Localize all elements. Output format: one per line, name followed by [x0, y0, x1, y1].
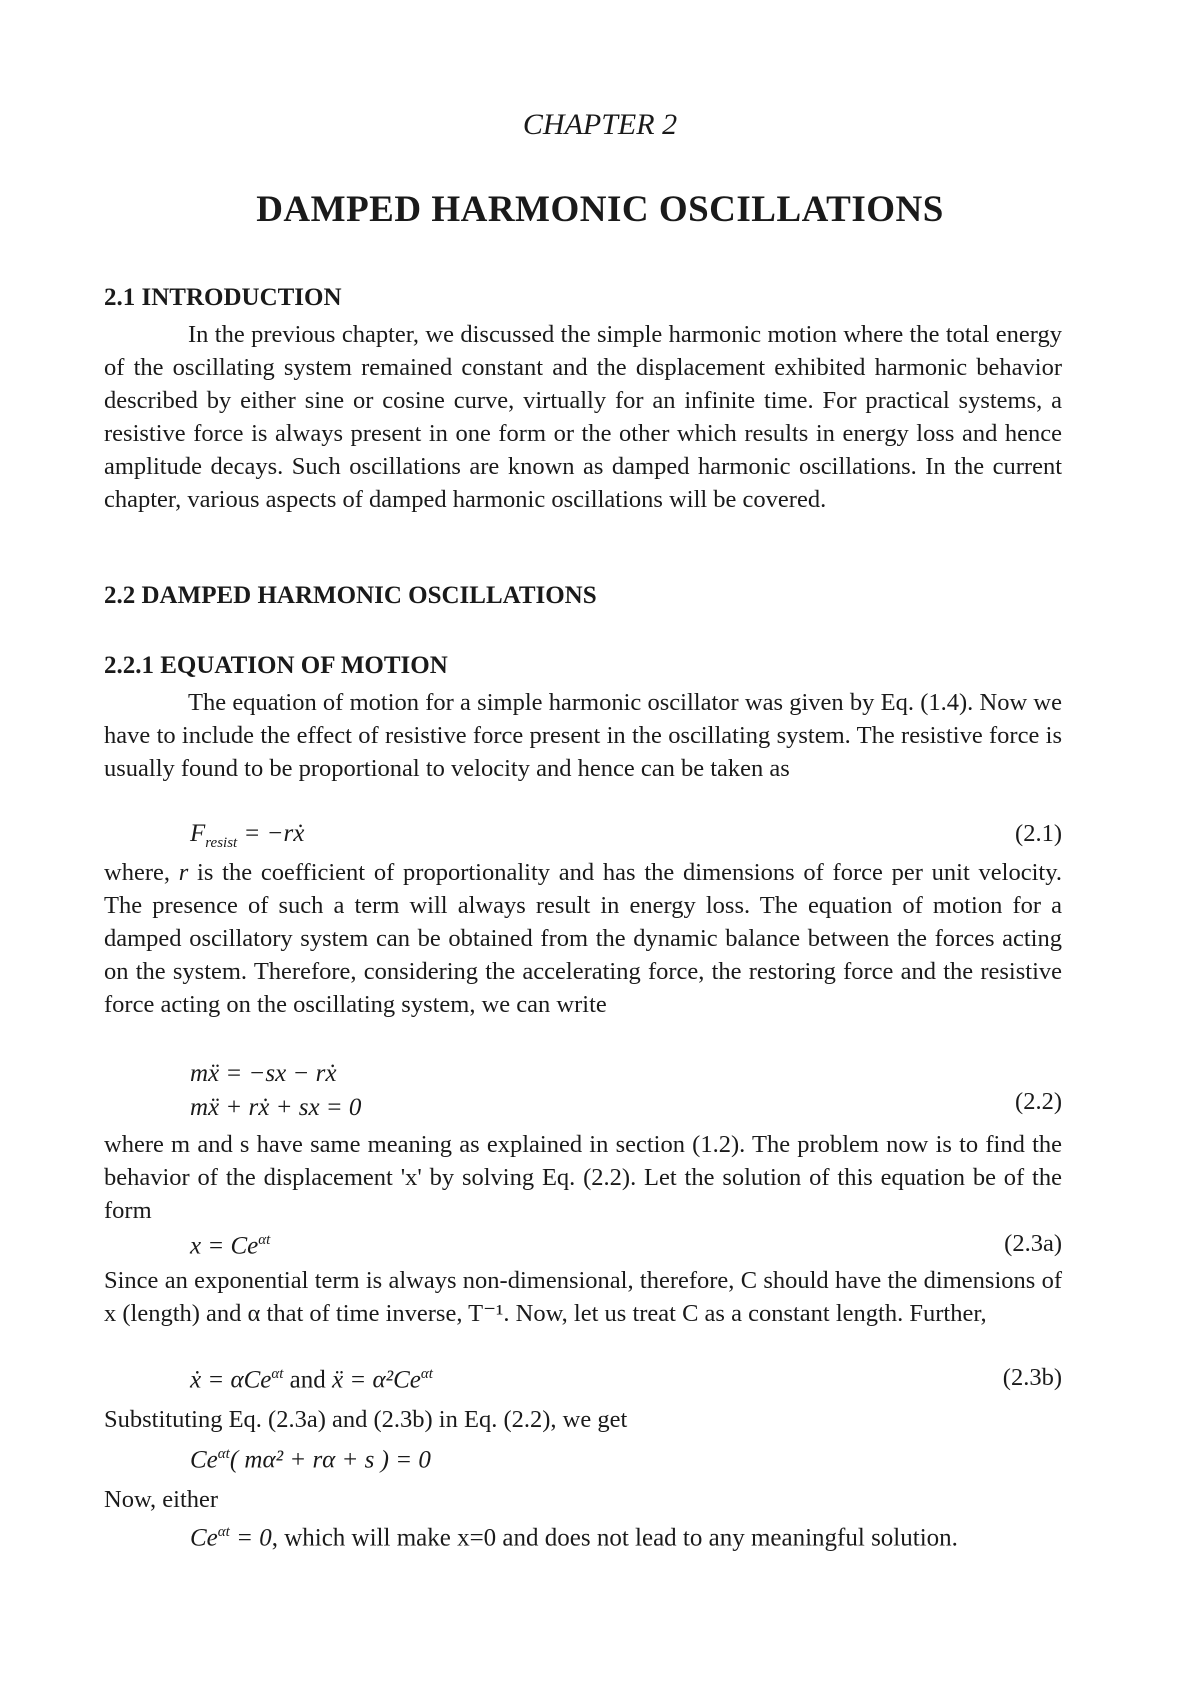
equation-last: [190, 1524, 958, 1552]
eq-number-2-3b: (2.3b): [1002, 1364, 1062, 1391]
eom-paragraph-1: The equation of motion for a simple harmonic oscillator was given by Eq. (1.4). Now we have to include the effect of resistive force present in the oscillating system. The resistive force is usually found to be proportional to velocity and hence can be taken as: [104, 689, 1062, 782]
eq-2-3b-part2: ẍ = α²Ce: [332, 1366, 421, 1394]
equation-2-1: [190, 820, 304, 852]
eq-last-pre: Ce: [190, 1524, 218, 1552]
eom-paragraph-4: Since an exponential term is always non-dimensional, therefore, C should have the dimensions of x (length) and α that of time inverse, T⁻¹. Now, let us treat C as a constant length. Further,: [104, 1267, 1062, 1327]
eom-paragraph-2: [104, 856, 1062, 1021]
para2-post: is the coefficient of proportionality and has the dimensions of force per unit velocity. The presence of such a term will always result in energy loss. The equation of motion for a damped oscillatory system can be obtained from the dynamic balance between the forces acting on the system. Therefore, considering the accelerating force, the restoring force and the resistive force acting on the oscillating system, we can write: [104, 859, 1062, 1018]
para2-var: r: [178, 859, 189, 886]
chapter-title: DAMPED HARMONIC OSCILLATIONS: [256, 189, 944, 230]
eq-sub-pre: Ce: [190, 1446, 218, 1474]
eq-last-sup: αt: [217, 1524, 230, 1540]
equation-2-3b: [190, 1366, 433, 1394]
eq-2-1-lhs: F: [190, 820, 206, 847]
eq-number-2-3a: (2.3a): [1004, 1230, 1062, 1257]
eq-number-2-1: (2.1): [1015, 820, 1062, 847]
para2-pre: where,: [104, 859, 179, 886]
equation-2-2b: mẍ + rẋ + sx = 0: [190, 1094, 362, 1121]
eq-2-3b-sup1: αt: [271, 1366, 284, 1382]
eom-paragraph-3: where m and s have same meaning as explained in section (1.2). The problem now is to find the behavior of the displacement 'x' by solving Eq. (2.2). Let the solution of this equation be of the form: [104, 1131, 1062, 1224]
eq-2-3b-and: and: [283, 1366, 333, 1394]
heading-2-1: 2.1 INTRODUCTION: [104, 284, 342, 311]
chapter-label: CHAPTER 2: [522, 108, 678, 141]
intro-paragraph: In the previous chapter, we discussed the simple harmonic motion where the total energy of the oscillating system remained constant and the displacement exhibited harmonic behavior described by either sine or cosine curve, virtually for an infinite time. For practical systems, a resistive force is always present in one form or the other which results in energy loss and hence amplitude decays. Such oscillations are known as damped harmonic oscillations. In the current chapter, various aspects of damped harmonic oscillations will be covered.: [104, 321, 1062, 513]
eq-2-3a-lhs: x = Ce: [190, 1232, 259, 1260]
equation-2-3a: [190, 1232, 270, 1260]
heading-2-2-1: 2.2.1 EQUATION OF MOTION: [104, 652, 448, 679]
eq-sub-post: ( mα² + rα + s ) = 0: [229, 1446, 431, 1474]
eq-last-text: , which will make x=0 and does not lead to any meaningful solution.: [271, 1524, 958, 1552]
eq-2-3b-part1: ẋ = αCe: [190, 1366, 272, 1394]
eq-2-3b-sup2: αt: [420, 1366, 433, 1382]
eq-sub-sup: αt: [217, 1446, 230, 1462]
equation-2-2a: mẍ = −sx − rẋ: [190, 1060, 337, 1087]
eq-last-post: = 0: [229, 1524, 272, 1552]
eom-paragraph-5: Substituting Eq. (2.3a) and (2.3b) in Eq. (2.2), we get: [104, 1406, 628, 1433]
heading-2-2: 2.2 DAMPED HARMONIC OSCILLATIONS: [104, 582, 597, 609]
equation-substituted: [190, 1446, 431, 1474]
eq-2-3a-sup: αt: [258, 1232, 271, 1248]
eq-number-2-2: (2.2): [1015, 1088, 1062, 1115]
eom-paragraph-6: Now, either: [104, 1486, 219, 1513]
eq-2-1-rhs: = −rẋ: [237, 820, 305, 847]
eq-2-1-sub: resist: [205, 835, 238, 851]
